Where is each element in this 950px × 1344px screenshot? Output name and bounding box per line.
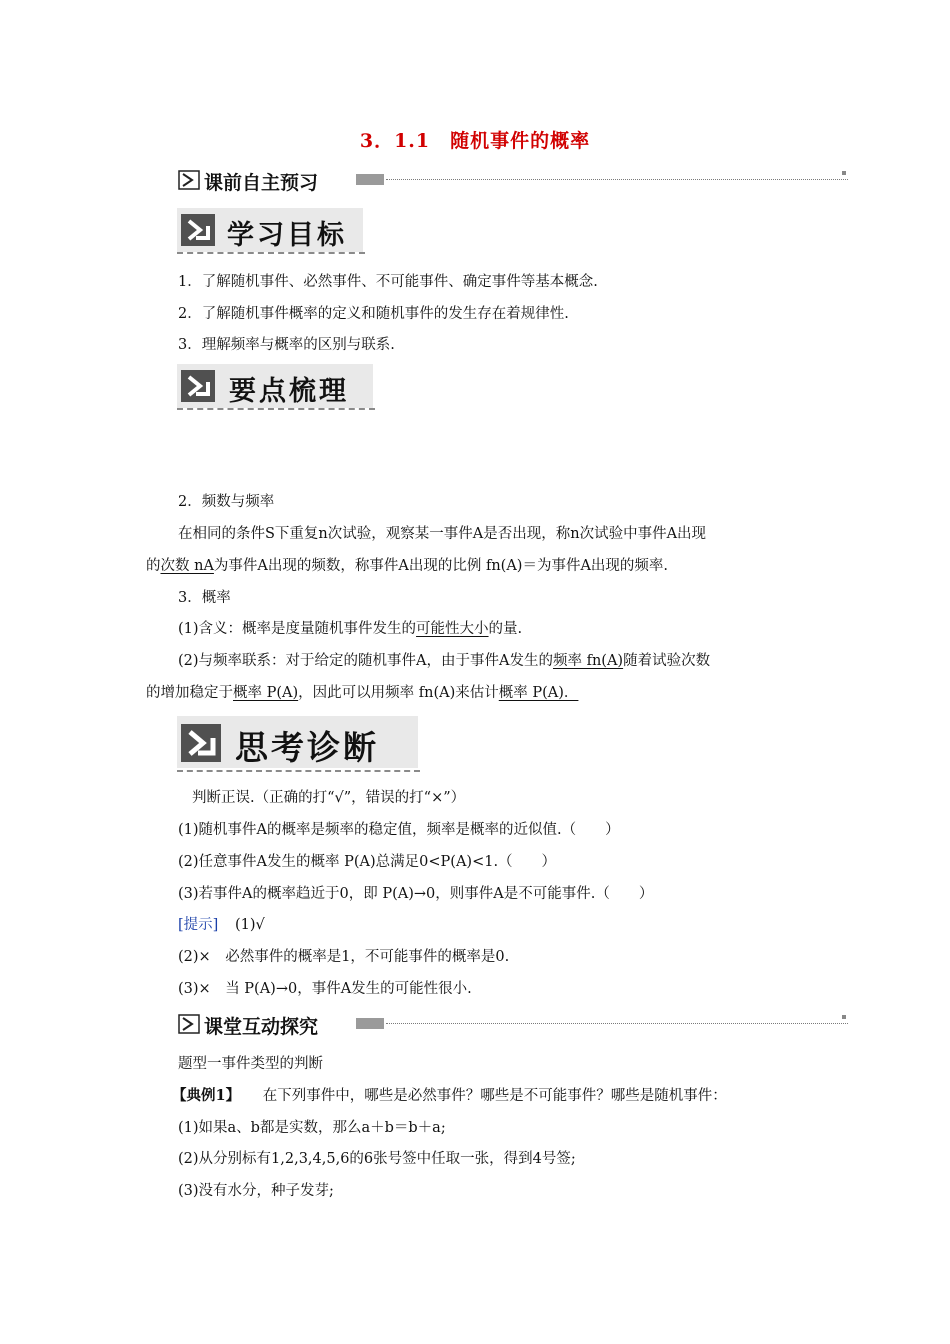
goal-item: 3．理解频率与概率的区别与联系. (178, 337, 395, 353)
section-bar-classroom (178, 1012, 848, 1036)
point-text (146, 554, 668, 575)
problem-type: 题型一事件类型的判断 (178, 1056, 323, 1072)
point-text: 在相同的条件S下重复n次试验，观察某一事件A是否出现，称n次试验中事件A出现 (178, 526, 707, 542)
chevron-icon (181, 724, 221, 762)
section-divider (386, 179, 848, 180)
text-run: (2)与频率联系：对于给定的随机事件A，由于事件A发生的 (178, 653, 553, 669)
goal-item: 2．了解随机事件概率的定义和随机事件的发生存在着规律性. (178, 306, 569, 322)
text-run: 随着试验次数 (623, 653, 711, 669)
example-item: (1)如果a、b都是实数，那么a＋b＝b＋a; (178, 1120, 446, 1136)
question-item: (2)任意事件A发生的概率 P(A)总满足0<P(A)<1.（ ） (178, 854, 557, 870)
underlined-term: 概率 P(A)． (498, 685, 579, 701)
section-bar-fill (356, 174, 384, 185)
point-text (178, 617, 522, 638)
header-thinking (177, 716, 422, 772)
arrow-icon (178, 1014, 200, 1034)
answer-item: (2)× 必然事件的概率是1，不可能事件的概率是0. (178, 949, 510, 965)
example-item: (2)从分别标有1,2,3,4,5,6的6张号签中任取一张，得到4号签; (178, 1151, 576, 1167)
text-run: 的 (146, 558, 161, 574)
question-intro: 判断正误.（正确的打“√”，错误的打“×”） (192, 790, 466, 806)
page-title: 3．1.1 随机事件的概率 (359, 130, 591, 152)
example-item: (3)没有水分，种子发芽; (178, 1183, 334, 1199)
text-run: 的增加稳定于 (146, 685, 233, 701)
arrow-icon (178, 170, 200, 190)
example-header (172, 1084, 727, 1105)
section-title: 课堂互动探究 (204, 1016, 319, 1038)
underlined-term: 概率 P(A) (233, 685, 299, 701)
header-learning-goals (177, 208, 367, 254)
underlined-term: 频率 fn(A) (552, 653, 624, 669)
point-text (146, 681, 578, 702)
text-run: 为事件A出现的频数，称事件A出现的比例 fn(A)＝为事件A出现的频率. (213, 558, 669, 574)
header-dash (177, 408, 375, 410)
header-key-points (177, 364, 377, 410)
header-title: 思考诊断 (235, 728, 379, 767)
hint-label: [提示] (178, 917, 219, 933)
point-heading: 2．频数与频率 (178, 494, 275, 510)
underlined-term: 次数 nA (160, 558, 214, 574)
section-tick (842, 171, 846, 175)
point-heading: 3．概率 (178, 590, 231, 606)
header-title: 学习目标 (227, 220, 347, 251)
example-label: 【典例1】 (172, 1087, 241, 1104)
section-bar-preview (178, 168, 848, 192)
text-run: (1)含义：概率是度量随机事件发生的 (178, 621, 417, 637)
text-run: ，因此可以用频率 fn(A)来估计 (298, 685, 499, 701)
section-tick (842, 1015, 846, 1019)
text-run: 的量. (488, 621, 523, 637)
header-dash (177, 252, 365, 254)
underlined-term: 可能性大小 (416, 621, 489, 637)
question-item: (3)若事件A的概率趋近于0，即 P(A)→0，则事件A是不可能事件.（ ） (178, 886, 654, 902)
point-text (178, 649, 710, 670)
question-item: (1)随机事件A的概率是频率的稳定值，频率是概率的近似值.（ ） (178, 822, 620, 838)
goal-item: 1．了解随机事件、必然事件、不可能事件、确定事件等基本概念. (178, 274, 598, 290)
section-bar-fill (356, 1018, 384, 1029)
example-text: 在下列事件中，哪些是必然事件？哪些是不可能事件？哪些是随机事件： (262, 1088, 727, 1104)
section-title: 课前自主预习 (204, 172, 319, 194)
chevron-icon (181, 370, 215, 402)
header-dash (177, 770, 420, 772)
header-title: 要点梳理 (229, 376, 349, 407)
answer-item: (3)× 当 P(A)→0，事件A发生的可能性很小. (178, 981, 472, 997)
section-divider (386, 1023, 848, 1024)
hint-line (178, 913, 265, 934)
chevron-icon (181, 214, 215, 246)
hint-answer: (1)√ (234, 917, 265, 933)
